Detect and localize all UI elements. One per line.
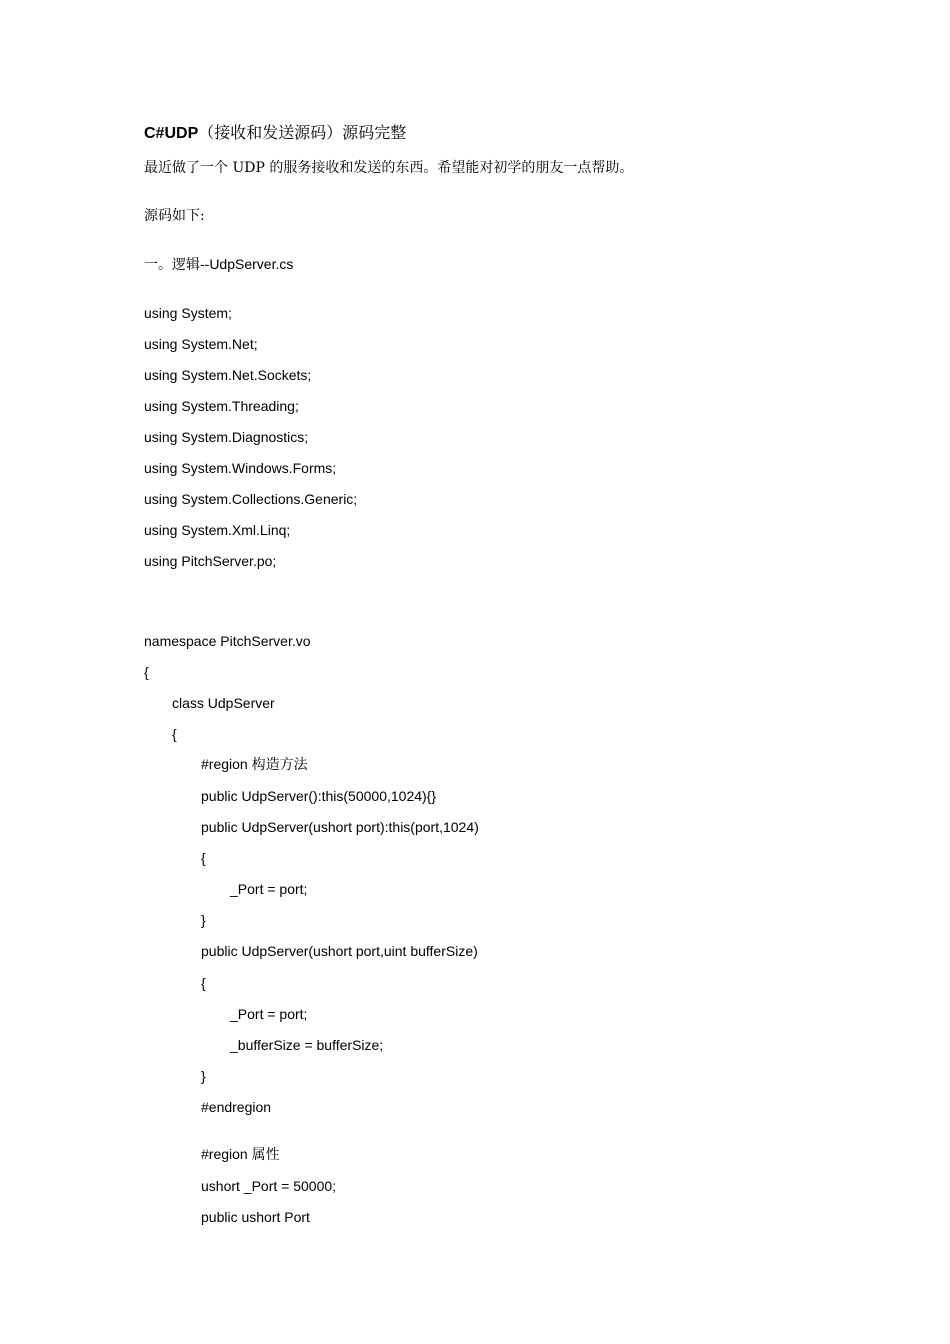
- using-line: using System.Collections.Generic;: [144, 491, 358, 507]
- field-line: ushort _Port = 50000;: [201, 1178, 337, 1194]
- constructor-line: public UdpServer():this(50000,1024){}: [201, 788, 437, 804]
- class-line: class UdpServer: [172, 695, 275, 711]
- brace-open: {: [144, 664, 149, 680]
- using-line: using System.Diagnostics;: [144, 429, 309, 445]
- source-label: 源码如下:: [144, 208, 205, 224]
- intro-text: 最近做了一个 UDP 的服务接收和发送的东西。希望能对初学的朋友一点帮助。: [144, 160, 634, 176]
- section-heading-cjk: 一。逻辑: [144, 257, 200, 273]
- using-line: using System.Net.Sockets;: [144, 367, 312, 383]
- statement-line: _Port = port;: [230, 1006, 308, 1022]
- title-rest: （接收和发送源码）源码完整: [198, 123, 407, 142]
- region-keyword: #region: [201, 756, 252, 772]
- region-line: [201, 1145, 280, 1164]
- using-line: using System.Xml.Linq;: [144, 522, 291, 538]
- brace-open: {: [172, 726, 177, 742]
- document-title: [144, 124, 406, 143]
- using-line: using System;: [144, 305, 232, 321]
- brace-open: {: [201, 975, 206, 991]
- brace-close: }: [201, 912, 206, 928]
- using-line: using System.Windows.Forms;: [144, 460, 337, 476]
- constructor-line: public UdpServer(ushort port):this(port,1024): [201, 819, 479, 835]
- endregion-line: #endregion: [201, 1099, 272, 1115]
- brace-open: {: [201, 850, 206, 866]
- section-heading: [144, 255, 293, 274]
- title-bold: C#UDP: [144, 125, 199, 142]
- brace-close: }: [201, 1068, 206, 1084]
- region-line: [201, 755, 308, 774]
- using-line: using PitchServer.po;: [144, 553, 277, 569]
- region-keyword: #region: [201, 1146, 252, 1162]
- region-label: 属性: [251, 1147, 280, 1163]
- using-line: using System.Threading;: [144, 398, 299, 414]
- statement-line: _Port = port;: [230, 881, 308, 897]
- section-heading-file: --UdpServer.cs: [200, 256, 294, 272]
- namespace-line: namespace PitchServer.vo: [144, 633, 311, 649]
- statement-line: _bufferSize = bufferSize;: [230, 1037, 384, 1053]
- constructor-line: public UdpServer(ushort port,uint bufferSize): [201, 943, 478, 959]
- using-line: using System.Net;: [144, 336, 258, 352]
- region-label: 构造方法: [251, 757, 308, 773]
- property-line: public ushort Port: [201, 1209, 310, 1225]
- intro-paragraph: [144, 159, 633, 177]
